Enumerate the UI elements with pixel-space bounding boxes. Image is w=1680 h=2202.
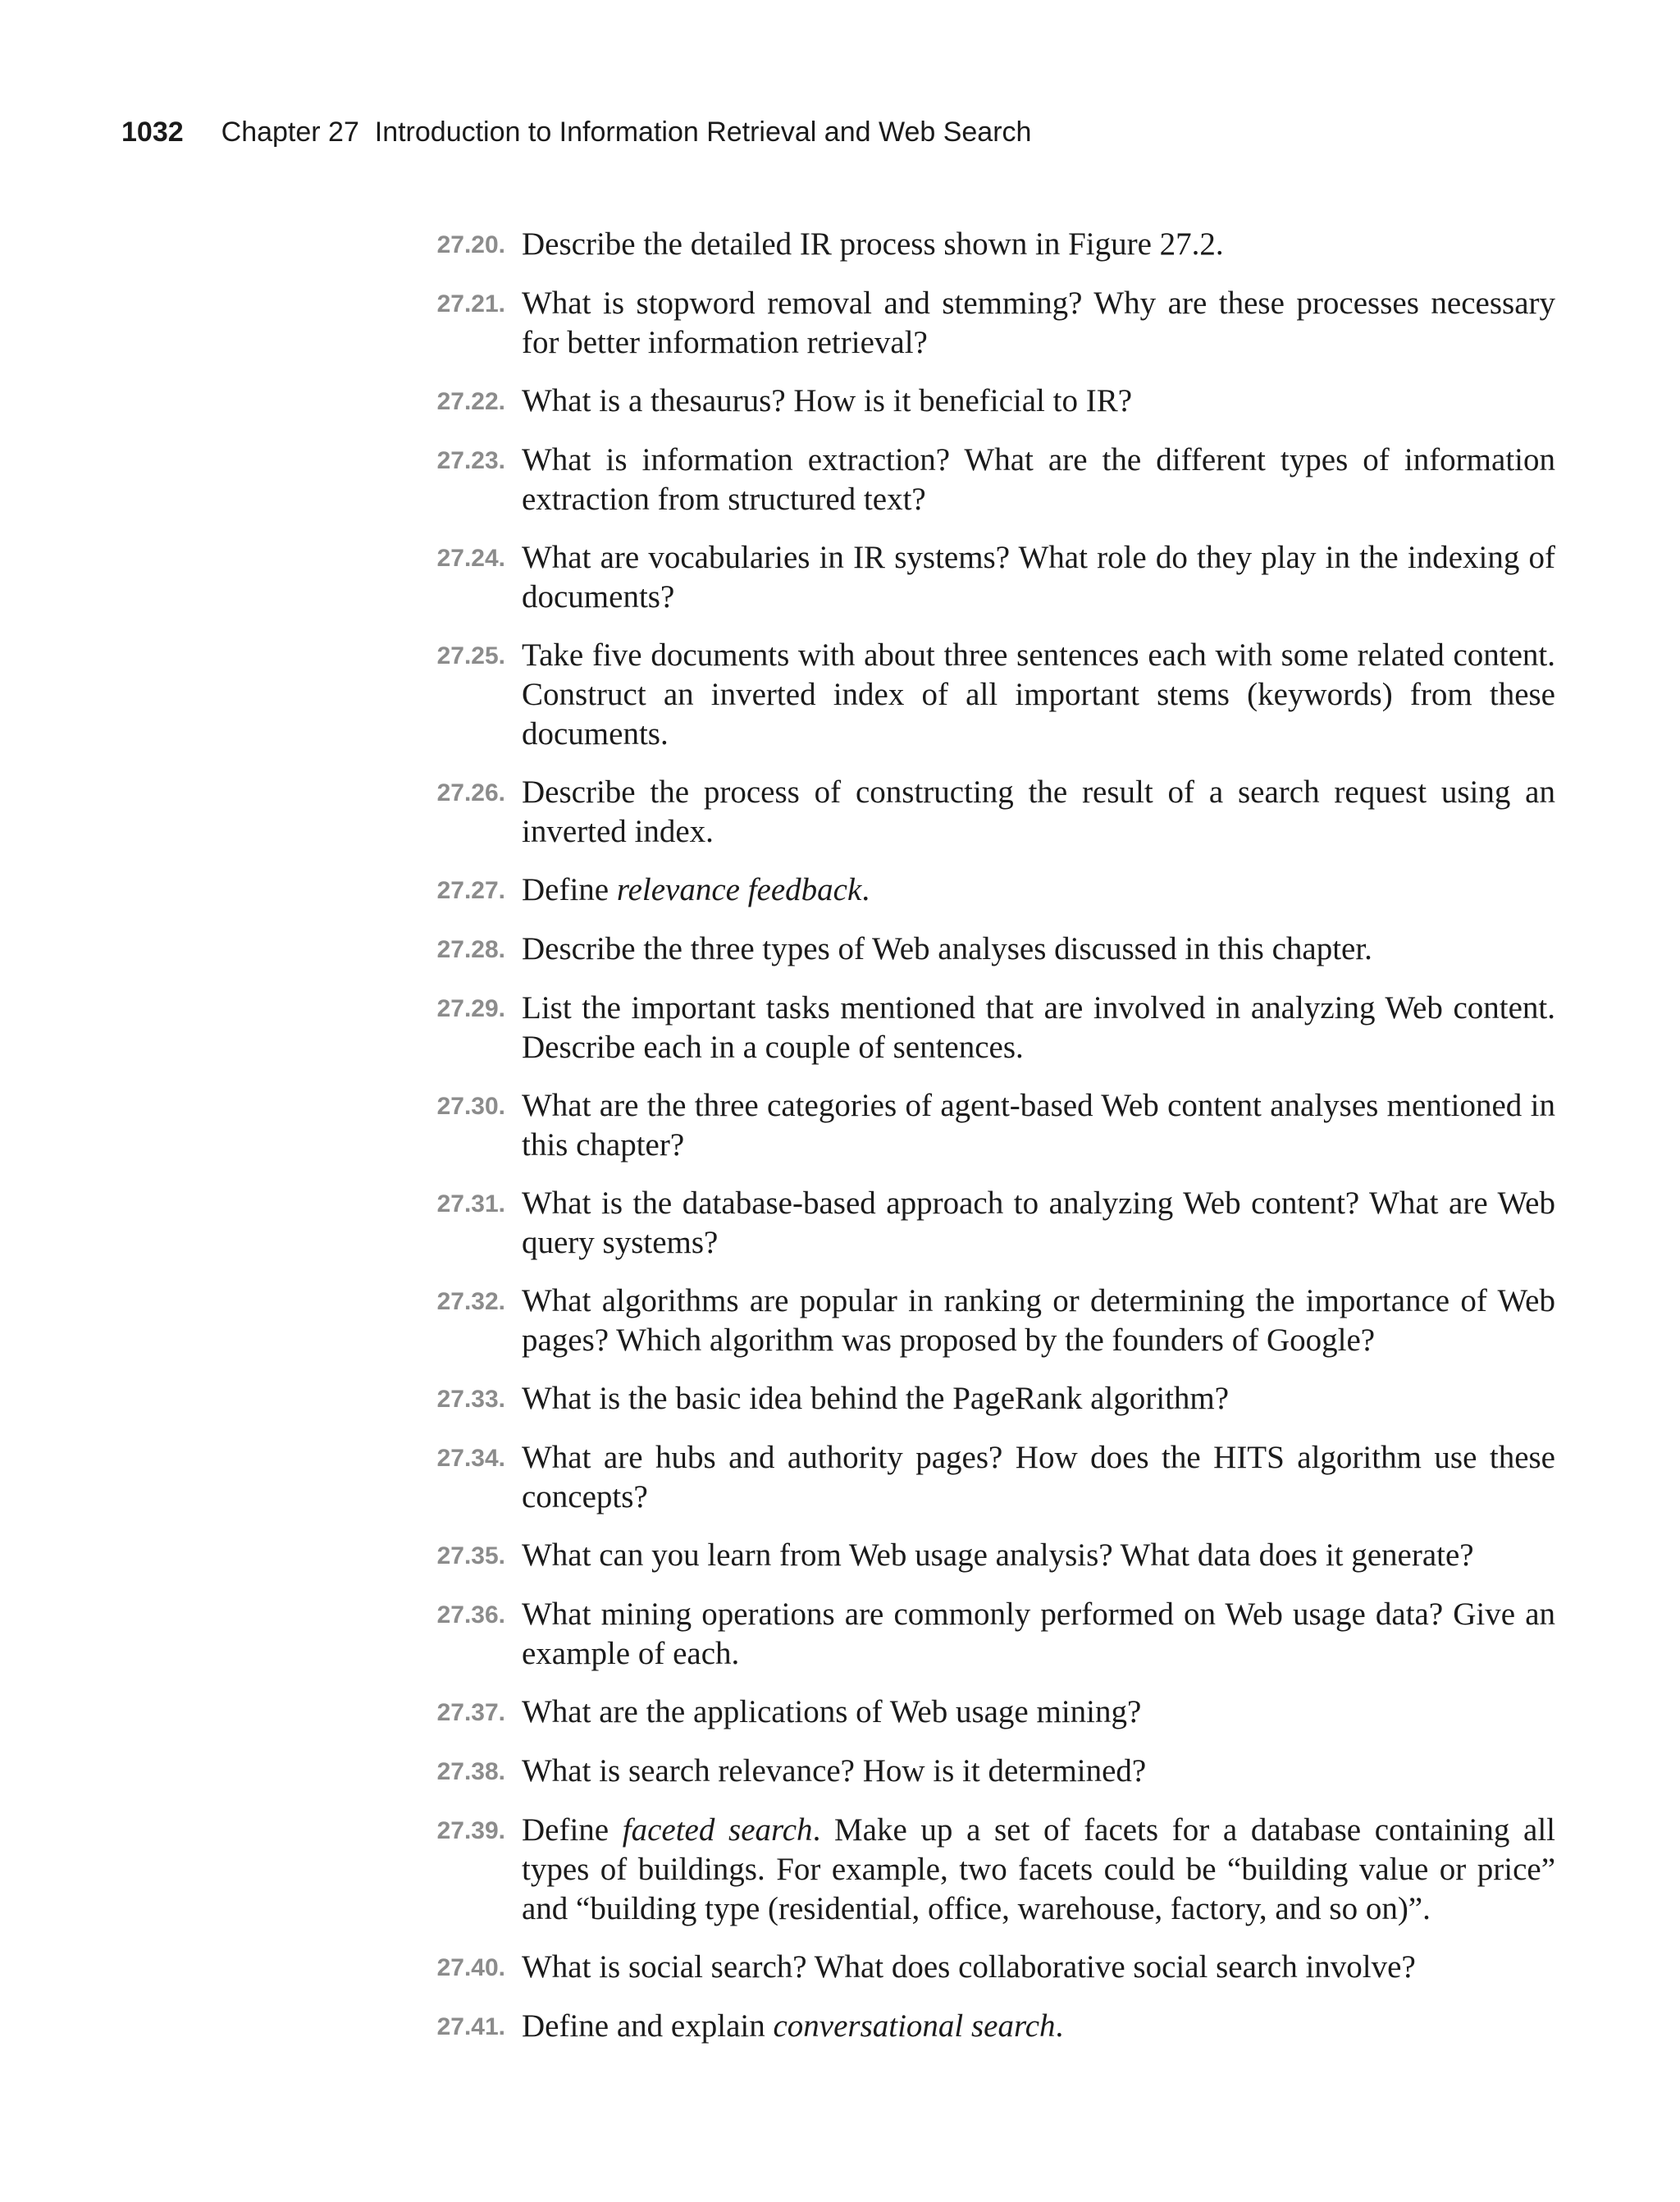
exercise-text	[522, 284, 1555, 363]
exercise-item	[407, 636, 1555, 754]
exercise-item	[407, 1281, 1555, 1360]
exercise-number: 27.36.	[436, 1601, 505, 1629]
exercise-number: 27.30.	[436, 1093, 505, 1120]
exercise-text-run: Take five documents with about three sentences each with some related content. Construct an inverted index of all important stems (keywords) from these documents.	[522, 637, 1555, 752]
exercise-number: 27.28.	[436, 936, 505, 963]
exercise-number: 27.22.	[436, 388, 505, 415]
page-number: 1032	[121, 116, 184, 148]
exercise-term: relevance feedback	[616, 872, 862, 907]
exercise-text-run: What is stopword removal and stemming? Why are these processes necessary for better information retrieval?	[522, 286, 1555, 360]
exercise-text-run: What is social search? What does collaborative social search involve?	[522, 1949, 1416, 1985]
exercise-text	[522, 773, 1555, 852]
exercise-text	[522, 1086, 1555, 1165]
exercise-text	[522, 1693, 1555, 1732]
exercise-text-run: .	[861, 872, 870, 907]
exercise-text	[522, 1281, 1555, 1360]
exercise-text-run: What is the basic idea behind the PageRank algorithm?	[522, 1381, 1230, 1416]
exercise-text	[522, 930, 1555, 969]
exercise-text	[522, 1752, 1555, 1791]
exercise-number: 27.41.	[436, 2013, 505, 2040]
exercise-item	[407, 538, 1555, 617]
exercise-text	[522, 441, 1555, 519]
exercise-term: faceted search	[622, 1812, 813, 1848]
exercise-text	[522, 2007, 1555, 2046]
exercise-item	[407, 381, 1555, 422]
exercise-item	[407, 773, 1555, 852]
exercise-text-run: What are hubs and authority pages? How does the HITS algorithm use these concepts?	[522, 1440, 1555, 1514]
exercise-text	[522, 538, 1555, 617]
chapter-title: Chapter 27 Introduction to Information Retrieval and Web Search	[221, 116, 1032, 148]
exercise-text-run: What are vocabularies in IR systems? What role do they play in the indexing of documents?	[522, 540, 1555, 614]
exercise-text	[522, 1595, 1555, 1674]
exercise-text-run: What are the three categories of agent-based Web content analyses mentioned in this chapter?	[522, 1088, 1555, 1163]
exercise-item	[407, 1379, 1555, 1419]
exercise-number: 27.38.	[436, 1758, 505, 1785]
exercise-number: 27.26.	[436, 779, 505, 806]
exercise-item	[407, 1438, 1555, 1517]
exercise-text-run: What is a thesaurus? How is it beneficial to IR?	[522, 383, 1133, 418]
exercise-number: 27.31.	[436, 1190, 505, 1217]
exercise-text-run: What algorithms are popular in ranking or determining the importance of Web pages? Which algorithm was proposed by the founders of Google?	[522, 1283, 1555, 1358]
exercise-text	[522, 636, 1555, 754]
exercise-item	[407, 441, 1555, 519]
exercise-item	[407, 1811, 1555, 1929]
exercise-number: 27.33.	[436, 1386, 505, 1413]
exercise-item	[407, 284, 1555, 363]
exercise-number: 27.21.	[436, 290, 505, 318]
exercise-number: 27.34.	[436, 1445, 505, 1472]
exercise-item	[407, 225, 1555, 265]
exercise-text-run: What is the database-based approach to analyzing Web content? What are Web query systems?	[522, 1186, 1555, 1260]
exercise-item	[407, 989, 1555, 1067]
exercise-number: 27.35.	[436, 1542, 505, 1569]
exercise-text-run: Describe the three types of Web analyses discussed in this chapter.	[522, 931, 1372, 966]
exercise-item	[407, 1536, 1555, 1576]
exercise-item	[407, 1184, 1555, 1263]
exercise-number: 27.37.	[436, 1699, 505, 1726]
exercise-text	[522, 1438, 1555, 1517]
running-head	[121, 116, 1031, 158]
exercise-number: 27.24.	[436, 545, 505, 572]
exercise-number: 27.27.	[436, 877, 505, 904]
exercise-text	[522, 870, 1555, 910]
exercise-item	[407, 2007, 1555, 2047]
exercise-number: 27.29.	[436, 995, 505, 1022]
exercise-text-run: Describe the process of constructing the result of a search request using an inverted index.	[522, 774, 1555, 849]
exercise-text-run: What is search relevance? How is it determined?	[522, 1753, 1147, 1789]
exercise-text	[522, 225, 1555, 264]
exercise-number: 27.23.	[436, 447, 505, 474]
exercise-number: 27.20.	[436, 231, 505, 258]
exercise-text-run: Define	[522, 1812, 623, 1848]
exercise-text	[522, 1184, 1555, 1263]
exercise-text-run: What are the applications of Web usage mining?	[522, 1694, 1142, 1729]
exercise-text	[522, 1948, 1555, 1987]
exercise-item	[407, 1693, 1555, 1733]
exercise-item	[407, 1948, 1555, 1988]
exercise-text-run: What mining operations are commonly performed on Web usage data? Give an example of each.	[522, 1597, 1555, 1671]
exercise-text-run: Describe the detailed IR process shown in Figure 27.2.	[522, 226, 1224, 262]
exercise-text-run: What is information extraction? What are the different types of information extraction from structured text?	[522, 442, 1555, 517]
exercise-number: 27.25.	[436, 642, 505, 669]
exercise-item	[407, 930, 1555, 970]
exercise-number: 27.32.	[436, 1288, 505, 1315]
exercise-text-run: Define	[522, 872, 617, 907]
exercise-text-run: Define and explain	[522, 2008, 774, 2044]
exercise-text	[522, 1811, 1555, 1929]
exercise-text	[522, 381, 1555, 421]
exercise-text	[522, 1536, 1555, 1575]
exercise-item	[407, 1086, 1555, 1165]
exercise-text-run: List the important tasks mentioned that are involved in analyzing Web content. Describe each in a couple of sentences.	[522, 990, 1555, 1065]
exercise-text-run: . Make up a set of facets for a database containing all types of buildings. For example, two facets could be “building value or price” and “building type (residential, office, warehouse, factory, and so on)”.	[522, 1812, 1555, 1926]
exercise-term: conversational search	[773, 2008, 1056, 2044]
exercise-number: 27.39.	[436, 1817, 505, 1844]
exercise-list	[407, 225, 1555, 2066]
exercise-item	[407, 870, 1555, 911]
exercise-item	[407, 1752, 1555, 1792]
exercise-text-run: .	[1055, 2008, 1064, 2044]
exercise-text	[522, 1379, 1555, 1419]
exercise-number: 27.40.	[436, 1954, 505, 1981]
exercise-text	[522, 989, 1555, 1067]
exercise-item	[407, 1595, 1555, 1674]
exercise-text-run: What can you learn from Web usage analysis? What data does it generate?	[522, 1537, 1474, 1573]
